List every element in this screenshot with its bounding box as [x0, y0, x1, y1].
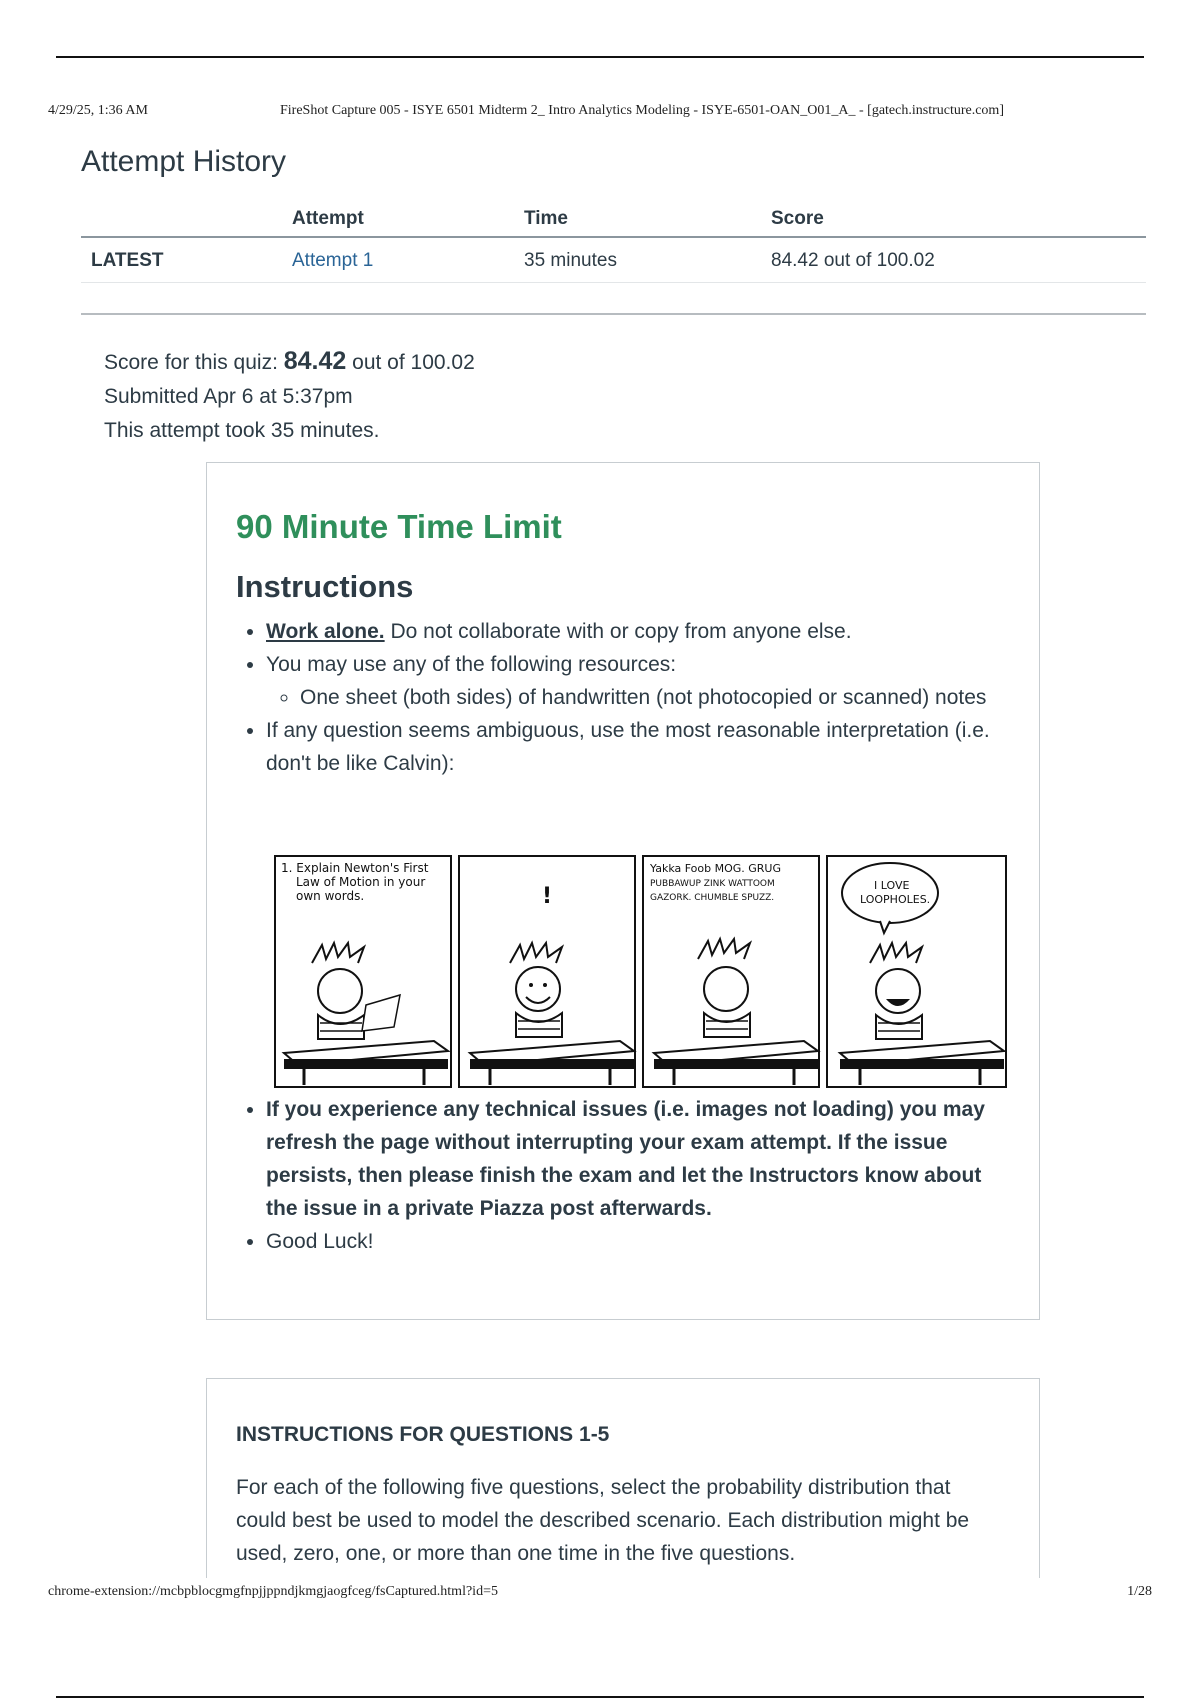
print-page-title: FireShot Capture 005 - ISYE 6501 Midterm 2_ Intro Analytics Modeling - ISYE-6501-OAN_O01_A_ - [gatech.instructure.com]: [280, 103, 1004, 118]
table-row: [81, 237, 1146, 283]
list-item: ◦ One sheet (both sides) of handwritten (not photocopied or scanned) notes: [300, 681, 1016, 714]
print-date: 4/29/25, 1:36 AM: [48, 103, 148, 118]
column-header-label: [81, 200, 292, 237]
print-page-number: 1/28: [1127, 1584, 1152, 1599]
questions-body: For each of the following five questions, select the probability distribution that could best be used to model the described scenario. Each distribution might be used, zero, one, or more than one time in the five questions.: [236, 1476, 970, 1565]
questions-instructions-panel: [206, 1378, 1040, 1578]
column-header-attempt: Attempt: [292, 200, 524, 237]
column-header-score: Score: [771, 200, 1146, 237]
comic-panel-1-text-line2: Law of Motion in your: [296, 875, 426, 889]
print-url: chrome-extension://mcbpblocgmgfnpjjppndjkmgjaogfceg/fsCaptured.html?id=5: [48, 1584, 498, 1599]
comic-panel-3-text-line1: Yakka Foob MOG. GRUG: [650, 862, 782, 875]
attempt-time: 35 minutes: [524, 237, 771, 283]
print-header: [48, 103, 1152, 123]
work-alone-rest: Do not collaborate with or copy from anyone else.: [384, 620, 852, 643]
duration-line: This attempt took 35 minutes.: [104, 419, 380, 442]
instructions-heading: Instructions: [236, 569, 414, 604]
comic-panel-3-text-line2: PUBBAWUP ZINK WATTOOM: [650, 879, 775, 889]
attempt-1-link[interactable]: Attempt 1: [292, 250, 374, 271]
work-alone-emphasis: Work alone.: [266, 620, 385, 643]
comic-panel-4-text-line2: LOOPHOLES.: [860, 893, 931, 906]
instructions-list: [236, 615, 1016, 780]
attempt-score: 84.42 out of 100.02: [771, 237, 1146, 283]
comic-panel-3: [643, 856, 819, 1087]
instructions-panel: [206, 462, 1040, 1320]
list-item: • If any question seems ambiguous, use the most reasonable interpretation (i.e. don't be like Calvin):: [266, 714, 1016, 780]
resources-text: You may use any of the following resources:: [266, 653, 677, 676]
comic-panel-1-text-line1: 1. Explain Newton's First: [281, 861, 429, 875]
comic-panel-2: [459, 856, 635, 1087]
print-footer: [48, 1584, 1152, 1604]
print-top-rule: [56, 56, 1144, 58]
questions-heading: INSTRUCTIONS FOR QUESTIONS 1-5: [236, 1423, 610, 1446]
quiz-summary: [104, 344, 475, 448]
list-item: [266, 615, 1016, 648]
score-value: 84.42: [283, 347, 347, 375]
column-header-time: Time: [524, 200, 771, 237]
comic-panel-1: [275, 856, 451, 1087]
score-suffix: out of 100.02: [346, 351, 475, 374]
table-header-row: [81, 200, 1146, 237]
latest-label: LATEST: [81, 237, 292, 283]
comic-panel-4-text-line1: I LOVE: [874, 879, 910, 892]
instructions-list-continued: [236, 1093, 1016, 1258]
section-divider: [81, 313, 1146, 315]
calvin-comic-strip: [274, 855, 1007, 1088]
quiz-score-line: [104, 344, 475, 380]
score-prefix: Score for this quiz:: [104, 351, 284, 374]
comic-panel-2-text: !: [542, 884, 553, 909]
submitted-line: Submitted Apr 6 at 5:37pm: [104, 385, 353, 408]
attempt-history-table: [81, 200, 1146, 283]
list-item: • If you experience any technical issues (i.e. images not loading) you may refresh the page without interrupting your exam attempt. If the issue persists, then please finish the exam and let the Instructors know about the issue in a private Piazza post afterwards.: [266, 1093, 1016, 1225]
list-item: • Good Luck!: [266, 1225, 1016, 1258]
print-bottom-rule: [56, 1696, 1144, 1698]
comic-panel-1-text-line3: own words.: [296, 889, 365, 903]
comic-panel-3-text-line3: GAZORK. CHUMBLE SPUZZ.: [650, 893, 775, 903]
time-limit-heading: 90 Minute Time Limit: [236, 508, 562, 545]
comic-panel-4: [827, 856, 1006, 1087]
list-item: [266, 648, 1016, 714]
attempt-history-title: Attempt History: [81, 145, 287, 178]
